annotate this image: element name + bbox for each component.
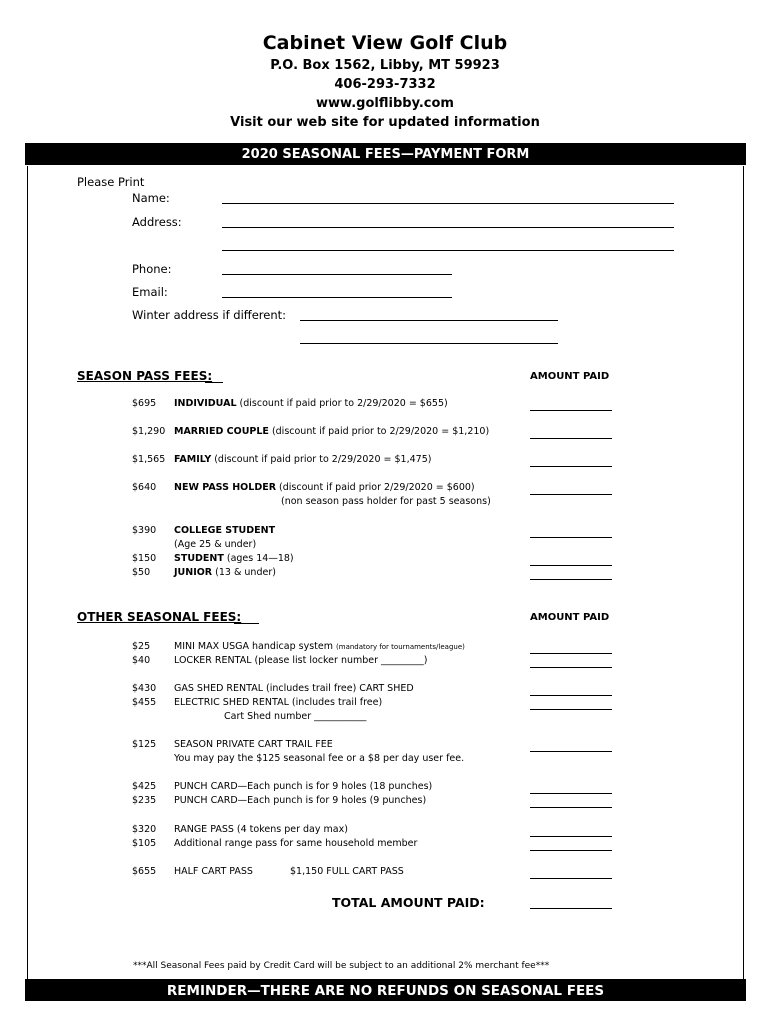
season-item	[174, 553, 294, 564]
other-price: $425	[132, 781, 157, 792]
please-print-label: Please Print	[77, 175, 145, 189]
season-item-desc: (discount if paid prior to 2/29/2020 = $1,210)	[268, 426, 490, 437]
season-price: $1,565	[132, 454, 166, 465]
season-heading-underline	[205, 382, 223, 383]
other-amount-field[interactable]	[530, 878, 612, 879]
winter-address-field-2[interactable]	[300, 343, 558, 344]
season-item-note: (non season pass holder for past 5 seasons)	[281, 496, 491, 507]
other-amount-field[interactable]	[530, 695, 612, 696]
other-item-desc: LOCKER RENTAL (please list locker number _________)	[174, 655, 428, 666]
other-price: $105	[132, 838, 157, 849]
season-price: $695	[132, 398, 157, 409]
other-item	[224, 711, 366, 722]
other-item-desc: Cart Shed number ___________	[224, 711, 367, 722]
email-field[interactable]	[222, 297, 452, 298]
other-amount-paid-label: AMOUNT PAID	[530, 612, 610, 623]
season-amount-field[interactable]	[530, 494, 612, 495]
club-website: www.golflibby.com	[316, 96, 454, 111]
other-item-desc: SEASON PRIVATE CART TRAIL FEE	[174, 739, 333, 750]
other-price: $455	[132, 697, 157, 708]
other-item	[174, 641, 465, 652]
club-phone: 406-293-7332	[334, 77, 436, 92]
season-item	[174, 482, 475, 493]
other-price: $25	[132, 641, 151, 652]
season-amount-paid-label: AMOUNT PAID	[530, 371, 610, 382]
season-price: $1,290	[132, 426, 166, 437]
other-item-desc: HALF CART PASS	[174, 866, 253, 877]
season-item-name: COLLEGE STUDENT	[174, 525, 276, 536]
season-item-note: (Age 25 & under)	[174, 539, 257, 550]
other-amount-field[interactable]	[530, 793, 612, 794]
other-price: $320	[132, 824, 157, 835]
season-item	[174, 398, 448, 409]
other-item	[174, 683, 414, 694]
full-cart-pass: $1,150 FULL CART PASS	[290, 866, 404, 877]
season-item	[174, 426, 489, 437]
other-item-note: (mandatory for tournaments/league)	[336, 643, 465, 651]
season-item	[174, 454, 431, 465]
club-address: P.O. Box 1562, Libby, MT 59923	[270, 58, 500, 73]
season-item-desc: (discount if paid prior 2/29/2020 = $600)	[276, 482, 475, 493]
other-price: $235	[132, 795, 157, 806]
club-name: Cabinet View Golf Club	[262, 32, 508, 54]
season-amount-field[interactable]	[530, 537, 612, 538]
other-amount-field[interactable]	[530, 653, 612, 654]
other-amount-field[interactable]	[530, 850, 612, 851]
other-item	[174, 655, 428, 666]
other-amount-field[interactable]	[530, 807, 612, 808]
other-item	[174, 866, 253, 877]
reminder-text: REMINDER—THERE ARE NO REFUNDS ON SEASONAL FEES	[166, 983, 605, 999]
other-item-desc: MINI MAX USGA handicap system	[174, 641, 333, 652]
phone-label: Phone:	[132, 262, 172, 276]
season-item-desc: (discount if paid prior to 2/29/2020 = $655)	[236, 398, 448, 409]
season-item	[174, 567, 276, 578]
other-item-desc: PUNCH CARD—Each punch is for 9 holes (18 punches)	[174, 781, 433, 792]
other-item-desc: Additional range pass for same household member	[174, 838, 418, 849]
season-price: $150	[132, 553, 157, 564]
other-item-desc: RANGE PASS (4 tokens per day max)	[174, 824, 348, 835]
name-field[interactable]	[222, 203, 674, 204]
other-price: $40	[132, 655, 151, 666]
other-amount-field[interactable]	[530, 709, 612, 710]
other-price: $125	[132, 739, 157, 750]
season-amount-field[interactable]	[530, 410, 612, 411]
total-amount-field[interactable]	[530, 908, 612, 909]
other-item	[174, 838, 417, 849]
other-amount-field[interactable]	[530, 836, 612, 837]
other-item	[174, 781, 432, 792]
season-item-name: FAMILY	[174, 454, 212, 465]
other-item-desc: You may pay the $125 seasonal fee or a $8 per day user fee.	[174, 753, 465, 764]
season-price: $390	[132, 525, 157, 536]
other-item	[174, 739, 333, 750]
season-item	[174, 525, 275, 536]
other-price: $430	[132, 683, 157, 694]
other-item	[174, 753, 464, 764]
other-item	[174, 795, 426, 806]
form-title: 2020 SEASONAL FEES—PAYMENT FORM	[241, 147, 530, 162]
form-title-bar	[25, 143, 746, 165]
other-amount-field[interactable]	[530, 667, 612, 668]
winter-address-field-1[interactable]	[300, 320, 558, 321]
address-label: Address:	[132, 215, 182, 229]
other-fees-heading: OTHER SEASONAL FEES:	[77, 610, 242, 624]
season-price: $50	[132, 567, 151, 578]
season-item-desc: (discount if paid prior to 2/29/2020 = $1,475)	[211, 454, 432, 465]
other-amount-field[interactable]	[530, 751, 612, 752]
winter-address-label: Winter address if different:	[132, 308, 287, 322]
season-item-desc: (ages 14—18)	[223, 553, 294, 564]
other-price: $655	[132, 866, 157, 877]
reminder-bar	[25, 979, 746, 1001]
other-item-desc: ELECTRIC SHED RENTAL (includes trail free)	[174, 697, 383, 708]
email-label: Email:	[132, 285, 168, 299]
other-item-desc: GAS SHED RENTAL (includes trail free) CART SHED	[174, 683, 414, 694]
season-item-name: JUNIOR	[174, 567, 213, 578]
season-item-desc: (13 & under)	[212, 567, 276, 578]
other-item	[174, 824, 348, 835]
visit-note: Visit our web site for updated information	[230, 115, 540, 130]
season-amount-field[interactable]	[530, 579, 612, 580]
season-item-name: INDIVIDUAL	[174, 398, 237, 409]
total-amount-label: TOTAL AMOUNT PAID:	[332, 895, 485, 910]
season-amount-field[interactable]	[530, 565, 612, 566]
phone-field[interactable]	[222, 274, 452, 275]
address-field-2[interactable]	[222, 250, 674, 251]
season-price: $640	[132, 482, 157, 493]
season-item-name: STUDENT	[174, 553, 224, 564]
address-field-1[interactable]	[222, 227, 674, 228]
season-item-name: NEW PASS HOLDER	[174, 482, 277, 493]
season-pass-heading: SEASON PASS FEES:	[77, 369, 213, 383]
other-item	[174, 697, 382, 708]
season-amount-field[interactable]	[530, 466, 612, 467]
name-label: Name:	[132, 191, 170, 205]
other-heading-underline	[234, 623, 259, 624]
season-item-name: MARRIED COUPLE	[174, 426, 269, 437]
credit-card-footnote: ***All Seasonal Fees paid by Credit Card will be subject to an additional 2% merchant fee***	[133, 961, 550, 971]
other-item-desc: PUNCH CARD—Each punch is for 9 holes (9 punches)	[174, 795, 427, 806]
season-amount-field[interactable]	[530, 438, 612, 439]
